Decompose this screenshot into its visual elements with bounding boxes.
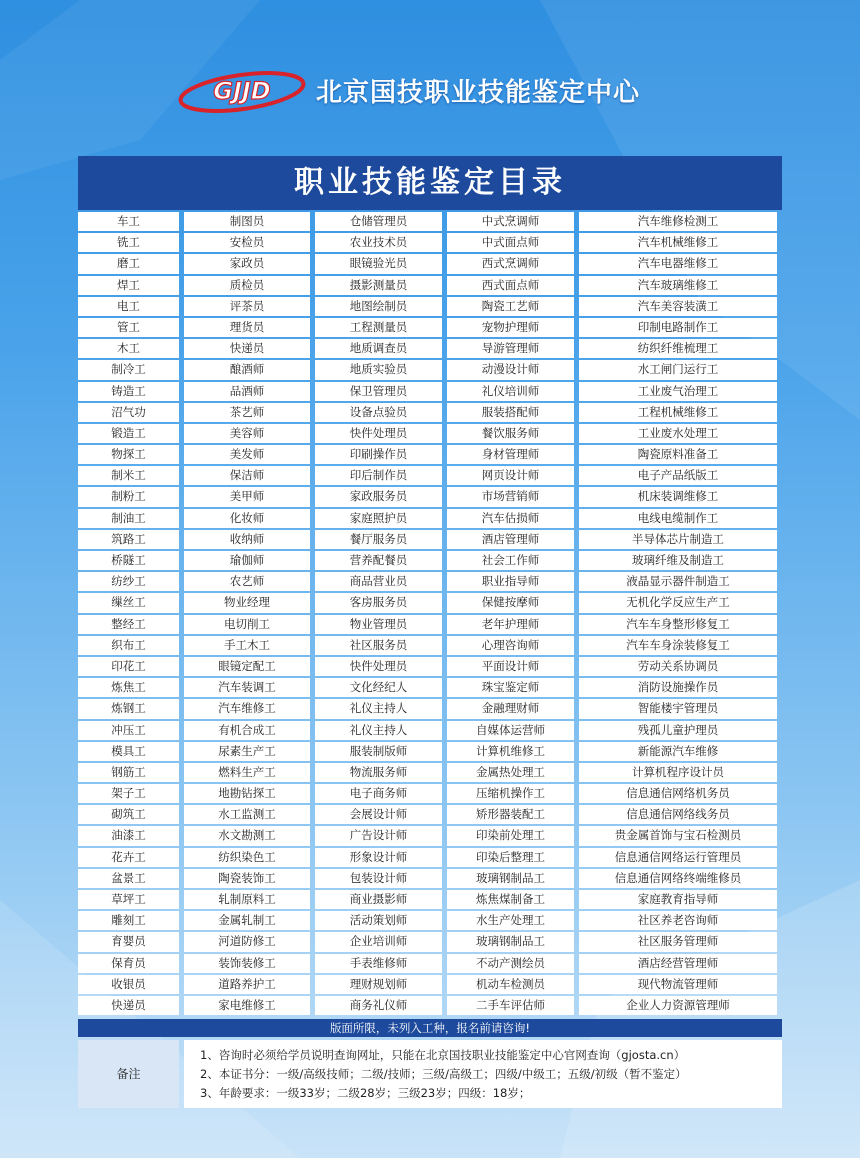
table-row bbox=[78, 657, 782, 676]
occupation-cell: 锻造工 bbox=[78, 424, 179, 443]
logo-text: GJJD bbox=[213, 77, 271, 105]
occupation-cell: 地勘钻探工 bbox=[184, 784, 310, 803]
occupation-cell: 地质实验员 bbox=[315, 360, 442, 379]
table-row bbox=[78, 826, 782, 845]
occupation-cell: 礼仪主持人 bbox=[315, 699, 442, 718]
occupation-cell: 残孤儿童护理员 bbox=[579, 721, 777, 740]
occupation-cell: 计算机维修工 bbox=[447, 742, 574, 761]
occupation-cell: 水工监测工 bbox=[184, 805, 310, 824]
occupation-cell: 宠物护理师 bbox=[447, 318, 574, 337]
occupation-cell: 雕刻工 bbox=[78, 911, 179, 930]
occupation-cell: 瑜伽师 bbox=[184, 551, 310, 570]
occupation-cell: 西式面点师 bbox=[447, 276, 574, 295]
occupation-cell: 保健按摩师 bbox=[447, 593, 574, 612]
occupation-cell: 家电维修工 bbox=[184, 996, 310, 1015]
occupation-cell: 金属热处理工 bbox=[447, 763, 574, 782]
table-row bbox=[78, 551, 782, 570]
occupation-cell: 劳动关系协调员 bbox=[579, 657, 777, 676]
occupation-cell: 纺纱工 bbox=[78, 572, 179, 591]
occupation-cell: 铸造工 bbox=[78, 382, 179, 401]
occupation-cell: 玻璃纤维及制造工 bbox=[579, 551, 777, 570]
occupation-cell: 制米工 bbox=[78, 466, 179, 485]
table-row bbox=[78, 996, 782, 1015]
table-row bbox=[78, 445, 782, 464]
occupation-cell: 西式烹调师 bbox=[447, 254, 574, 273]
occupation-cell: 市场营销师 bbox=[447, 487, 574, 506]
occupation-cell: 快件处理员 bbox=[315, 657, 442, 676]
occupation-cell: 机床装调维修工 bbox=[579, 487, 777, 506]
occupation-cell: 手工木工 bbox=[184, 636, 310, 655]
occupation-cell: 水文勘测工 bbox=[184, 826, 310, 845]
notes-label: 备注 bbox=[78, 1040, 179, 1108]
occupation-cell: 眼镜验光员 bbox=[315, 254, 442, 273]
table-row bbox=[78, 911, 782, 930]
occupation-cell: 工程测量员 bbox=[315, 318, 442, 337]
occupation-cell: 玻璃钢制品工 bbox=[447, 932, 574, 951]
occupation-cell: 工业废气治理工 bbox=[579, 382, 777, 401]
table-row bbox=[78, 424, 782, 443]
occupation-cell: 育婴员 bbox=[78, 932, 179, 951]
occupation-cell: 包装设计师 bbox=[315, 869, 442, 888]
occupation-cell: 印刷操作员 bbox=[315, 445, 442, 464]
occupation-cell: 金融理财师 bbox=[447, 699, 574, 718]
occupation-cell: 桥隧工 bbox=[78, 551, 179, 570]
occupation-cell: 汽车美容装潢工 bbox=[579, 297, 777, 316]
occupation-cell: 保洁师 bbox=[184, 466, 310, 485]
occupation-cell: 制图员 bbox=[184, 212, 310, 231]
occupation-cell: 保卫管理员 bbox=[315, 382, 442, 401]
occupation-cell: 金属轧制工 bbox=[184, 911, 310, 930]
table-row bbox=[78, 360, 782, 379]
occupation-cell: 汽车维修检测工 bbox=[579, 212, 777, 231]
occupation-cell: 餐饮服务师 bbox=[447, 424, 574, 443]
occupation-cell: 商品营业员 bbox=[315, 572, 442, 591]
occupation-cell: 信息通信网络终端维修员 bbox=[579, 869, 777, 888]
occupation-cell: 汽车机械维修工 bbox=[579, 233, 777, 252]
occupation-cell: 物流服务师 bbox=[315, 763, 442, 782]
occupation-cell: 液晶显示器件制造工 bbox=[579, 572, 777, 591]
table-row bbox=[78, 254, 782, 273]
occupation-cell: 美容师 bbox=[184, 424, 310, 443]
table-row bbox=[78, 869, 782, 888]
table-row bbox=[78, 784, 782, 803]
occupation-cell: 文化经纪人 bbox=[315, 678, 442, 697]
occupation-cell: 印制电路制作工 bbox=[579, 318, 777, 337]
occupation-cell: 家政员 bbox=[184, 254, 310, 273]
occupation-cell: 商务礼仪师 bbox=[315, 996, 442, 1015]
occupation-cell: 沼气功 bbox=[78, 403, 179, 422]
occupation-cell: 美甲师 bbox=[184, 487, 310, 506]
occupation-cell: 贵金属首饰与宝石检测员 bbox=[579, 826, 777, 845]
table-row bbox=[78, 890, 782, 909]
table-row bbox=[78, 212, 782, 231]
occupation-cell: 汽车车身涂装修复工 bbox=[579, 636, 777, 655]
occupation-cell: 酿酒师 bbox=[184, 360, 310, 379]
table-row bbox=[78, 932, 782, 951]
occupation-cell: 社会工作师 bbox=[447, 551, 574, 570]
occupation-cell: 道路养护工 bbox=[184, 975, 310, 994]
note-line-1: 1、咨询时必须给学员说明查询网址，只能在北京国技职业技能鉴定中心官网查询（gjosta.cn） bbox=[200, 1048, 686, 1063]
occupation-cell: 导游管理师 bbox=[447, 339, 574, 358]
table-row bbox=[78, 509, 782, 528]
note-line-3: 3、年龄要求：一级33岁；二级28岁；三级23岁；四级：18岁； bbox=[200, 1086, 531, 1101]
occupation-cell: 轧制原料工 bbox=[184, 890, 310, 909]
occupation-cell: 动漫设计师 bbox=[447, 360, 574, 379]
occupation-cell: 网页设计师 bbox=[447, 466, 574, 485]
occupation-cell: 收银员 bbox=[78, 975, 179, 994]
occupation-cell: 玻璃钢制品工 bbox=[447, 869, 574, 888]
occupation-cell: 缫丝工 bbox=[78, 593, 179, 612]
table-row bbox=[78, 339, 782, 358]
table-row bbox=[78, 233, 782, 252]
header bbox=[0, 62, 860, 122]
occupation-cell: 自媒体运营师 bbox=[447, 721, 574, 740]
occupation-cell: 陶瓷原料准备工 bbox=[579, 445, 777, 464]
table-row bbox=[78, 487, 782, 506]
occupation-cell: 智能楼宇管理员 bbox=[579, 699, 777, 718]
occupation-cell: 快件处理员 bbox=[315, 424, 442, 443]
occupation-cell: 家政服务员 bbox=[315, 487, 442, 506]
occupation-cell: 花卉工 bbox=[78, 848, 179, 867]
occupation-cell: 汽车车身整形修复工 bbox=[579, 615, 777, 634]
occupation-cell: 广告设计师 bbox=[315, 826, 442, 845]
occupation-cell: 家庭教育指导师 bbox=[579, 890, 777, 909]
occupation-cell: 信息通信网络运行管理员 bbox=[579, 848, 777, 867]
occupation-cell: 商业摄影师 bbox=[315, 890, 442, 909]
occupation-cell: 制粉工 bbox=[78, 487, 179, 506]
occupation-cell: 农业技术员 bbox=[315, 233, 442, 252]
table-row bbox=[78, 572, 782, 591]
table-row bbox=[78, 466, 782, 485]
occupation-cell: 有机合成工 bbox=[184, 721, 310, 740]
table-row bbox=[78, 276, 782, 295]
table-row bbox=[78, 636, 782, 655]
occupation-cell: 茶艺师 bbox=[184, 403, 310, 422]
occupation-cell: 服装制版师 bbox=[315, 742, 442, 761]
occupation-cell: 陶瓷装饰工 bbox=[184, 869, 310, 888]
occupation-cell: 整经工 bbox=[78, 615, 179, 634]
occupation-cell: 管工 bbox=[78, 318, 179, 337]
table-row bbox=[78, 954, 782, 973]
occupation-cell: 工业废水处理工 bbox=[579, 424, 777, 443]
table-row bbox=[78, 721, 782, 740]
occupation-cell: 汽车估损师 bbox=[447, 509, 574, 528]
occupation-cell: 中式面点师 bbox=[447, 233, 574, 252]
occupation-cell: 摄影测量员 bbox=[315, 276, 442, 295]
occupation-cell: 铣工 bbox=[78, 233, 179, 252]
occupation-cell: 炼焦工 bbox=[78, 678, 179, 697]
occupation-cell: 现代物流管理师 bbox=[579, 975, 777, 994]
catalog-panel bbox=[78, 156, 782, 1108]
footer-note: 版面所限，未列入工种，报名前请咨询! bbox=[78, 1019, 782, 1037]
occupation-cell: 冲压工 bbox=[78, 721, 179, 740]
occupation-cell: 安检员 bbox=[184, 233, 310, 252]
table-row bbox=[78, 615, 782, 634]
occupation-cell: 中式烹调师 bbox=[447, 212, 574, 231]
occupation-cell: 心理咨询师 bbox=[447, 636, 574, 655]
occupation-cell: 车工 bbox=[78, 212, 179, 231]
occupation-cell: 印染前处理工 bbox=[447, 826, 574, 845]
occupation-cell: 纺织纤维梳理工 bbox=[579, 339, 777, 358]
table-row bbox=[78, 805, 782, 824]
occupation-cell: 陶瓷工艺师 bbox=[447, 297, 574, 316]
occupation-cell: 物探工 bbox=[78, 445, 179, 464]
occupation-cell: 筑路工 bbox=[78, 530, 179, 549]
occupation-cell: 制冷工 bbox=[78, 360, 179, 379]
occupation-cell: 信息通信网络线务员 bbox=[579, 805, 777, 824]
occupation-cell: 快递员 bbox=[184, 339, 310, 358]
occupation-cell: 美发师 bbox=[184, 445, 310, 464]
occupation-cell: 老年护理师 bbox=[447, 615, 574, 634]
notes-body bbox=[184, 1040, 782, 1108]
table-row bbox=[78, 848, 782, 867]
occupation-cell: 二手车评估师 bbox=[447, 996, 574, 1015]
table-row bbox=[78, 742, 782, 761]
occupation-cell: 企业培训师 bbox=[315, 932, 442, 951]
occupation-cell: 客房服务员 bbox=[315, 593, 442, 612]
occupation-cell: 纺织染色工 bbox=[184, 848, 310, 867]
occupation-cell: 酒店管理师 bbox=[447, 530, 574, 549]
occupation-cell: 酒店经营管理师 bbox=[579, 954, 777, 973]
table-row bbox=[78, 403, 782, 422]
table-row bbox=[78, 975, 782, 994]
occupation-cell: 电切削工 bbox=[184, 615, 310, 634]
note-line-2: 2、本证书分：一级/高级技师；二级/技师；三级/高级工；四级/中级工；五级/初级（暂不鉴定） bbox=[200, 1067, 687, 1082]
occupation-cell: 砌筑工 bbox=[78, 805, 179, 824]
occupation-cell: 社区服务管理师 bbox=[579, 932, 777, 951]
occupation-cell: 汽车维修工 bbox=[184, 699, 310, 718]
occupation-cell: 架子工 bbox=[78, 784, 179, 803]
occupation-cell: 盆景工 bbox=[78, 869, 179, 888]
occupation-cell: 地质调查员 bbox=[315, 339, 442, 358]
table-row bbox=[78, 318, 782, 337]
table-row bbox=[78, 297, 782, 316]
occupation-cell: 品酒师 bbox=[184, 382, 310, 401]
occupation-cell: 化妆师 bbox=[184, 509, 310, 528]
table-row bbox=[78, 699, 782, 718]
occupation-cell: 电子产品纸版工 bbox=[579, 466, 777, 485]
occupation-cell: 消防设施操作员 bbox=[579, 678, 777, 697]
occupation-cell: 服装搭配师 bbox=[447, 403, 574, 422]
table-row bbox=[78, 593, 782, 612]
occupation-cell: 评茶员 bbox=[184, 297, 310, 316]
occupation-cell: 电工 bbox=[78, 297, 179, 316]
occupation-cell: 半导体芯片制造工 bbox=[579, 530, 777, 549]
org-name: 北京国技职业技能鉴定中心 bbox=[316, 78, 641, 108]
occupation-cell: 社区养老咨询师 bbox=[579, 911, 777, 930]
occupation-cell: 保育员 bbox=[78, 954, 179, 973]
occupation-cell: 形象设计师 bbox=[315, 848, 442, 867]
occupation-cell: 尿素生产工 bbox=[184, 742, 310, 761]
occupation-cell: 河道防修工 bbox=[184, 932, 310, 951]
occupation-cell: 印染后整理工 bbox=[447, 848, 574, 867]
occupation-cell: 设备点验员 bbox=[315, 403, 442, 422]
occupation-cell: 压缩机操作工 bbox=[447, 784, 574, 803]
table-row bbox=[78, 763, 782, 782]
occupation-cell: 矫形器装配工 bbox=[447, 805, 574, 824]
occupation-cell: 汽车电器维修工 bbox=[579, 254, 777, 273]
catalog-title: 职业技能鉴定目录 bbox=[78, 156, 782, 210]
occupation-cell: 农艺师 bbox=[184, 572, 310, 591]
occupation-cell: 钢筋工 bbox=[78, 763, 179, 782]
occupation-cell: 家庭照护员 bbox=[315, 509, 442, 528]
occupation-cell: 职业指导师 bbox=[447, 572, 574, 591]
table-row bbox=[78, 678, 782, 697]
occupation-cell: 炼焦煤制备工 bbox=[447, 890, 574, 909]
occupation-cell: 工程机械维修工 bbox=[579, 403, 777, 422]
notes-section bbox=[78, 1040, 782, 1108]
occupation-cell: 水工闸门运行工 bbox=[579, 360, 777, 379]
occupation-cell: 地图绘制员 bbox=[315, 297, 442, 316]
occupation-cell: 磨工 bbox=[78, 254, 179, 273]
occupation-cell: 眼镜定配工 bbox=[184, 657, 310, 676]
occupation-cell: 仓储管理员 bbox=[315, 212, 442, 231]
occupation-cell: 礼仪培训师 bbox=[447, 382, 574, 401]
occupation-cell: 燃料生产工 bbox=[184, 763, 310, 782]
table-row bbox=[78, 382, 782, 401]
occupation-cell: 装饰装修工 bbox=[184, 954, 310, 973]
occupation-cell: 企业人力资源管理师 bbox=[579, 996, 777, 1015]
occupation-cell: 营养配餐员 bbox=[315, 551, 442, 570]
occupation-cell: 印花工 bbox=[78, 657, 179, 676]
occupation-cell: 收纳师 bbox=[184, 530, 310, 549]
occupation-cell: 汽车玻璃维修工 bbox=[579, 276, 777, 295]
occupation-cell: 手表维修师 bbox=[315, 954, 442, 973]
occupation-cell: 焊工 bbox=[78, 276, 179, 295]
occupation-cell: 物业管理员 bbox=[315, 615, 442, 634]
occupation-cell: 社区服务员 bbox=[315, 636, 442, 655]
occupation-cell: 电子商务师 bbox=[315, 784, 442, 803]
occupation-cell: 质检员 bbox=[184, 276, 310, 295]
occupation-cell: 活动策划师 bbox=[315, 911, 442, 930]
occupation-cell: 理货员 bbox=[184, 318, 310, 337]
occupation-cell: 水生产处理工 bbox=[447, 911, 574, 930]
occupation-cell: 电线电缆制作工 bbox=[579, 509, 777, 528]
occupation-cell: 织布工 bbox=[78, 636, 179, 655]
occupation-cell: 油漆工 bbox=[78, 826, 179, 845]
occupation-cell: 制油工 bbox=[78, 509, 179, 528]
occupation-cell: 身材管理师 bbox=[447, 445, 574, 464]
occupation-cell: 木工 bbox=[78, 339, 179, 358]
occupation-cell: 模具工 bbox=[78, 742, 179, 761]
occupation-cell: 草坪工 bbox=[78, 890, 179, 909]
table-row bbox=[78, 530, 782, 549]
occupation-cell: 无机化学反应生产工 bbox=[579, 593, 777, 612]
occupation-cell: 珠宝鉴定师 bbox=[447, 678, 574, 697]
occupation-cell: 计算机程序设计员 bbox=[579, 763, 777, 782]
occupation-cell: 物业经理 bbox=[184, 593, 310, 612]
occupation-cell: 炼钢工 bbox=[78, 699, 179, 718]
occupation-cell: 信息通信网络机务员 bbox=[579, 784, 777, 803]
occupation-cell: 礼仪主持人 bbox=[315, 721, 442, 740]
occupation-cell: 餐厅服务员 bbox=[315, 530, 442, 549]
occupation-cell: 新能源汽车维修 bbox=[579, 742, 777, 761]
occupation-cell: 汽车装调工 bbox=[184, 678, 310, 697]
catalog-grid bbox=[78, 212, 782, 1015]
occupation-cell: 不动产测绘员 bbox=[447, 954, 574, 973]
occupation-cell: 会展设计师 bbox=[315, 805, 442, 824]
gjjd-logo bbox=[176, 66, 308, 114]
occupation-cell: 快递员 bbox=[78, 996, 179, 1015]
occupation-cell: 理财规划师 bbox=[315, 975, 442, 994]
occupation-cell: 平面设计师 bbox=[447, 657, 574, 676]
occupation-cell: 印后制作员 bbox=[315, 466, 442, 485]
occupation-cell: 机动车检测员 bbox=[447, 975, 574, 994]
